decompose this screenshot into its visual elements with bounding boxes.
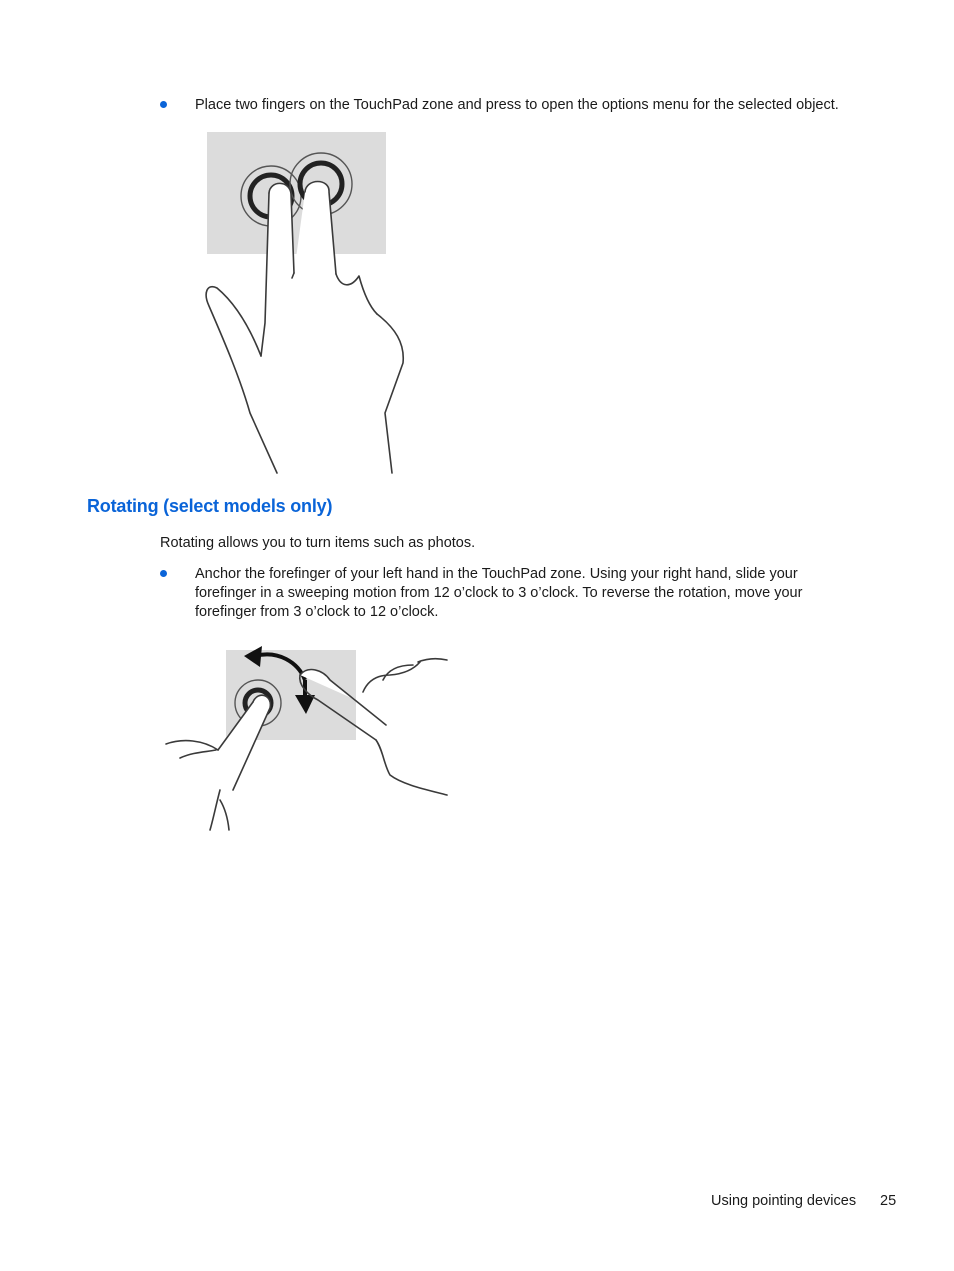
bullet-text: Place two fingers on the TouchPad zone and press to open the options menu for the selected object.: [195, 97, 839, 113]
touchpad-zone: [207, 132, 386, 254]
bullet-dot: [160, 101, 167, 108]
section-heading: Rotating (select models only): [87, 496, 333, 516]
footer-page-number: 25: [880, 1193, 897, 1209]
footer-section-name: Using pointing devices: [711, 1193, 857, 1209]
two-finger-press-illustration: [195, 128, 435, 478]
bullet-dot: [160, 570, 167, 577]
rotate-gesture-illustration: [158, 640, 458, 840]
bullet-text: Anchor the forefinger of your left hand in the TouchPad zone. Using your right hand, slide your forefinger in a sweeping motion from 12 o’clock to 3 o’clock. To reverse the rotation, move your forefinger from 3 o’clock to 12 o’clock.: [195, 566, 803, 620]
section-intro: Rotating allows you to turn items such as photos.: [160, 535, 476, 551]
